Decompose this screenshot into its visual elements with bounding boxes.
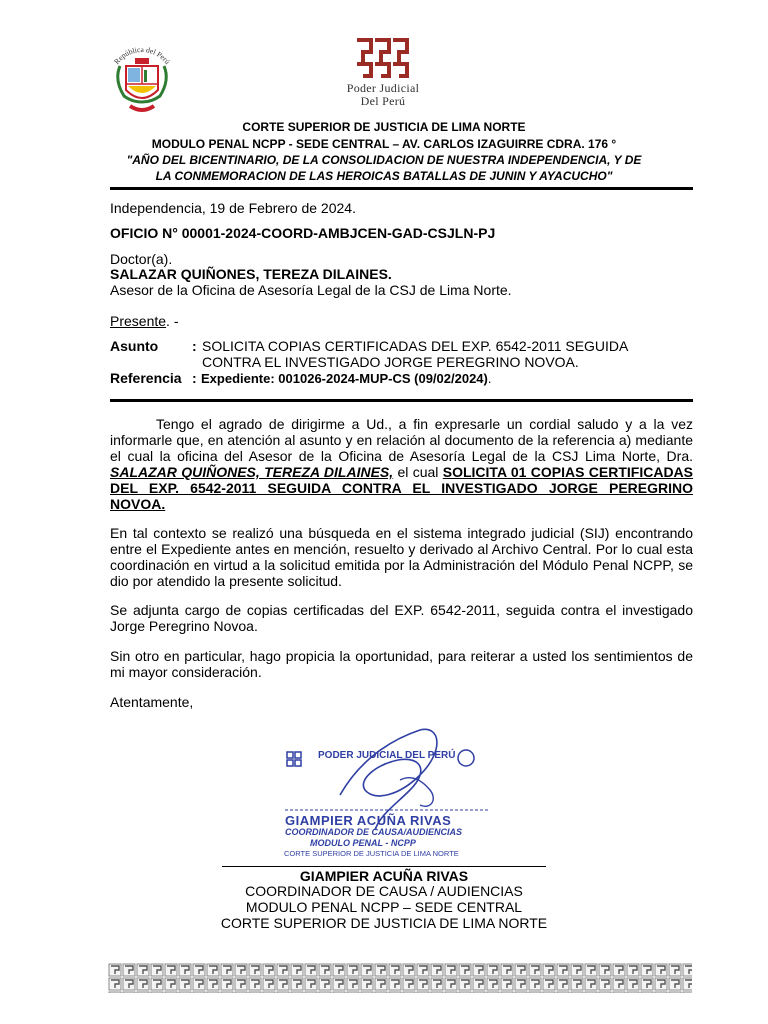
recipient-title: Doctor(a).: [110, 251, 173, 267]
presente: Presente. -: [110, 313, 179, 329]
svg-text:República del Perú: República del Perú: [112, 44, 172, 66]
footer-pattern-icon: [108, 963, 692, 993]
oficio-number: OFICIO N° 00001-2024-COORD-AMBJCEN-GAD-CSJLN-PJ: [110, 225, 496, 241]
asunto-label: Asunto: [110, 338, 159, 354]
p2-line1: En tal contexto se realizó una búsqueda en el sistema integrado judicial (SIJ) encontrando: [110, 525, 693, 541]
closing: Atentamente,: [110, 694, 194, 710]
poder-judicial-logo: [333, 34, 433, 114]
p3-line2: Jorge Peregrino Novoa.: [110, 618, 258, 634]
paragraph-4: [110, 648, 693, 680]
referencia-value: Expediente: 001026-2024-MUP-CS (09/02/2024).: [201, 371, 492, 386]
peru-coat-of-arms-seal: [102, 40, 182, 120]
stamp-court: CORTE SUPERIOR DE JUSTICIA DE LIMA NORTE: [284, 849, 459, 858]
referencia-separator: :: [192, 370, 197, 386]
asunto-line2: CONTRA EL INVESTIGADO JORGE PEREGRINO NOVOA.: [202, 354, 579, 370]
header-address: MODULO PENAL NCPP - SEDE CENTRAL – AV. CARLOS IZAGUIRRE CDRA. 176 °: [151, 137, 617, 151]
recipient-name: SALAZAR QUIÑONES, TEREZA DILAINES.: [110, 266, 392, 282]
p4-line2: mi mayor consideración.: [110, 664, 262, 680]
logo-line2: Del Perú: [360, 94, 406, 108]
footer-pattern-band: [108, 963, 692, 993]
logo-text: [333, 82, 433, 108]
asunto-separator: :: [192, 338, 197, 354]
signature-line: [222, 866, 546, 867]
signer-unit: MODULO PENAL NCPP – SEDE CENTRAL: [245, 899, 523, 915]
p2-line3: coordinación en virtud a la solicitud emitida por la Administración del Módulo Penal NCPP, se: [110, 557, 693, 573]
p4-line1: Sin otro en particular, hago propicia la oportunidad, para reiterar a usted los sentimientos de: [110, 648, 693, 664]
header-court: CORTE SUPERIOR DE JUSTICIA DE LIMA NORTE: [242, 120, 526, 134]
signer-court: CORTE SUPERIOR DE JUSTICIA DE LIMA NORTE: [220, 915, 548, 931]
signer-role: COORDINADOR DE CAUSA / AUDIENCIAS: [245, 883, 523, 899]
p2-line4: dio por atendido la presente solicitud.: [110, 573, 342, 589]
header-year-motto-2: LA CONMEMORACION DE LAS HEROICAS BATALLAS DE JUNIN Y AYACUCHO": [155, 169, 613, 183]
stamp-role: COORDINADOR DE CAUSA/AUDIENCIAS: [285, 827, 463, 837]
signer-name: GIAMPIER ACUÑA RIVAS: [299, 868, 469, 884]
p1-line2: informarle que, en atención al asunto y en relación al documento de la referencia a) mediante: [110, 432, 693, 448]
p1-line3: el cual la oficina del Asesor de la Oficina de Asesoría Legal de la CSJ Lima Norte, Dra.: [110, 448, 693, 464]
official-stamp: [280, 720, 495, 860]
p1-line4: SALAZAR QUIÑONES, TEREZA DILAINES, el cual SOLICITA 01 COPIAS CERTIFICADAS: [110, 464, 694, 480]
p1-line5: DEL EXP. 6542-2011 SEGUIDA CONTRA EL INVESTIGADO JORGE PEREGRINO: [110, 480, 693, 496]
asunto-rule: [110, 399, 693, 402]
recipient-position: Asesor de la Oficina de Asesoría Legal de la CSJ de Lima Norte.: [110, 282, 512, 298]
paragraph-1: [110, 416, 693, 512]
paragraph-3: [110, 602, 693, 634]
referencia-label: Referencia: [110, 370, 182, 386]
header-year-motto-1: "AÑO DEL BICENTINARIO, DE LA CONSOLIDACION DE NUESTRA INDEPENDENCIA, Y DE: [126, 153, 642, 167]
asunto-line1: SOLICITA COPIAS CERTIFICADAS DEL EXP. 6542-2011 SEGUIDA: [202, 338, 629, 354]
logo-line1: Poder Judicial: [346, 81, 420, 95]
p1-line1: Tengo el agrado de dirigirme a Ud., a fin expresarle un cordial saludo y a la vez: [156, 416, 693, 432]
stamp-name: GIAMPIER ACUÑA RIVAS: [285, 813, 452, 828]
p2-line2: entre el Expediente antes en mención, resuelto y derivado al Archivo Central. Por lo cual esta: [110, 541, 693, 557]
stamp-unit: MODULO PENAL - NCPP: [310, 838, 416, 848]
letter-date: Independencia, 19 de Febrero de 2024.: [110, 200, 356, 216]
stamp-institution: PODER JUDICIAL DEL PERÚ: [318, 750, 456, 761]
p3-line1: Se adjunta cargo de copias certificadas del EXP. 6542-2011, seguida contra el investigado: [110, 602, 693, 618]
header-rule: [110, 187, 693, 190]
poder-judicial-emblem-icon: [333, 34, 433, 84]
paragraph-2: [110, 525, 693, 589]
p1-line6: NOVOA.: [110, 496, 166, 512]
